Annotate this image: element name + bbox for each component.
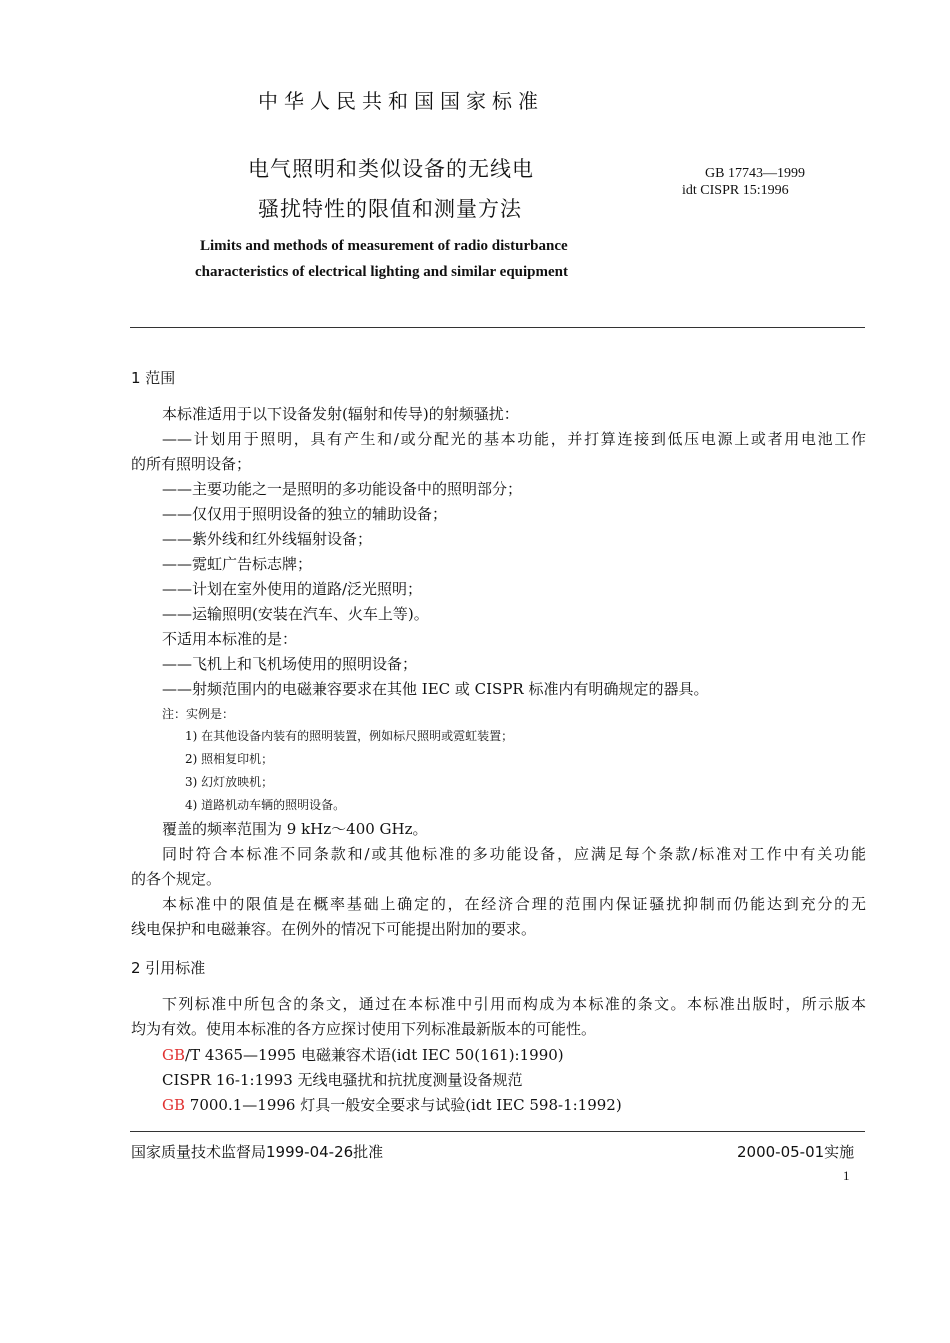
standard-number: GB 17743—1999 [705,166,805,181]
reference-entry [162,1069,523,1090]
footer-divider [130,1131,865,1132]
section2-para-line2: 均为有效。使用本标准的各方应探讨使用下列标准最新版本的可能性。 [131,1020,597,1038]
scope-item: ——运输照明(安装在汽车、火车上等)。 [162,605,429,623]
reference-prefix: GB [162,1046,186,1064]
title-en-line2: characteristics of electrical lighting and similar equipment [195,264,569,280]
title-cn-line2: 骚扰特性的限值和测量方法 [258,197,522,221]
frequency-range: 覆盖的频率范围为 9 kHz～400 GHz。 [162,820,428,838]
scope-item: ——主要功能之一是照明的多功能设备中的照明部分； [162,480,523,498]
para-multifunction-line1: 同时符合本标准不同条款和/或其他标准的多功能设备，应满足每个条款/标准对工作中有关功能 [162,845,866,863]
header-divider [130,327,865,328]
reference-text: CISPR 16-1:1993 无线电骚扰和抗扰度测量设备规范 [162,1071,523,1089]
section1-heading: 1 范围 [131,369,176,387]
note-label: 注：实例是： [162,707,235,721]
para-limits-line1: 本标准中的限值是在概率基础上确定的，在经济合理的范围内保证骚扰抑制而仍能达到充分的无 [162,895,866,913]
para-multifunction-line2: 的各个规定。 [131,870,222,888]
note-item: 4) 道路机动车辆的照明设备。 [185,798,346,812]
effective-date: 2000-05-01实施 [737,1143,855,1161]
scope-item-1-line1: ——计划用于照明，具有产生和/或分配光的基本功能，并打算连接到低压电源上或者用电池工作 [162,430,866,448]
scope-item: ——紫外线和红外线辐射设备； [162,530,373,548]
scope-item-1-line2: 的所有照明设备； [131,455,252,473]
reference-entry [162,1044,564,1065]
approval-date: 国家质量技术监督局1999-04-26批准 [131,1143,384,1161]
reference-text: 7000.1—1996 灯具一般安全要求与试验(idt IEC 598-1:1992) [185,1096,622,1114]
reference-text: /T 4365—1995 电磁兼容术语(idt IEC 50(161):1990) [185,1046,564,1064]
scope-item: ——计划在室外使用的道路/泛光照明； [162,580,423,598]
reference-entry [162,1094,622,1115]
scope-item: ——仅仅用于照明设备的独立的辅助设备； [162,505,448,523]
not-applicable-item: ——飞机上和飞机场使用的照明设备； [162,655,418,673]
title-cn-line1: 电气照明和类似设备的无线电 [248,157,534,181]
national-standard-label: 中华人民共和国国家标准 [258,89,544,113]
note-item: 1) 在其他设备内装有的照明装置，例如标尺照明或霓虹装置； [185,729,514,743]
not-applicable-item: ——射频范围内的电磁兼容要求在其他 IEC 或 CISPR 标准内有明确规定的器具。 [162,680,709,698]
section2-para-line1: 下列标准中所包含的条文，通过在本标准中引用而构成为本标准的条文。本标准出版时，所示版本 [162,995,866,1013]
scope-item: ——霓虹广告标志牌； [162,555,313,573]
page-number: 1 [843,1168,850,1183]
note-item: 3) 幻灯放映机； [185,775,274,789]
reference-prefix: GB [162,1096,186,1114]
section2-heading: 2 引用标准 [131,959,206,977]
section1-intro: 本标准适用于以下设备发射(辐射和传导)的射频骚扰： [162,405,519,423]
idt-reference: idt CISPR 15:1996 [682,183,789,198]
not-applicable-intro: 不适用本标准的是： [162,630,298,648]
para-limits-line2: 线电保护和电磁兼容。在例外的情况下可能提出附加的要求。 [131,920,537,938]
note-item: 2) 照相复印机； [185,752,274,766]
title-en-line1: Limits and methods of measurement of radio disturbance [200,238,568,254]
